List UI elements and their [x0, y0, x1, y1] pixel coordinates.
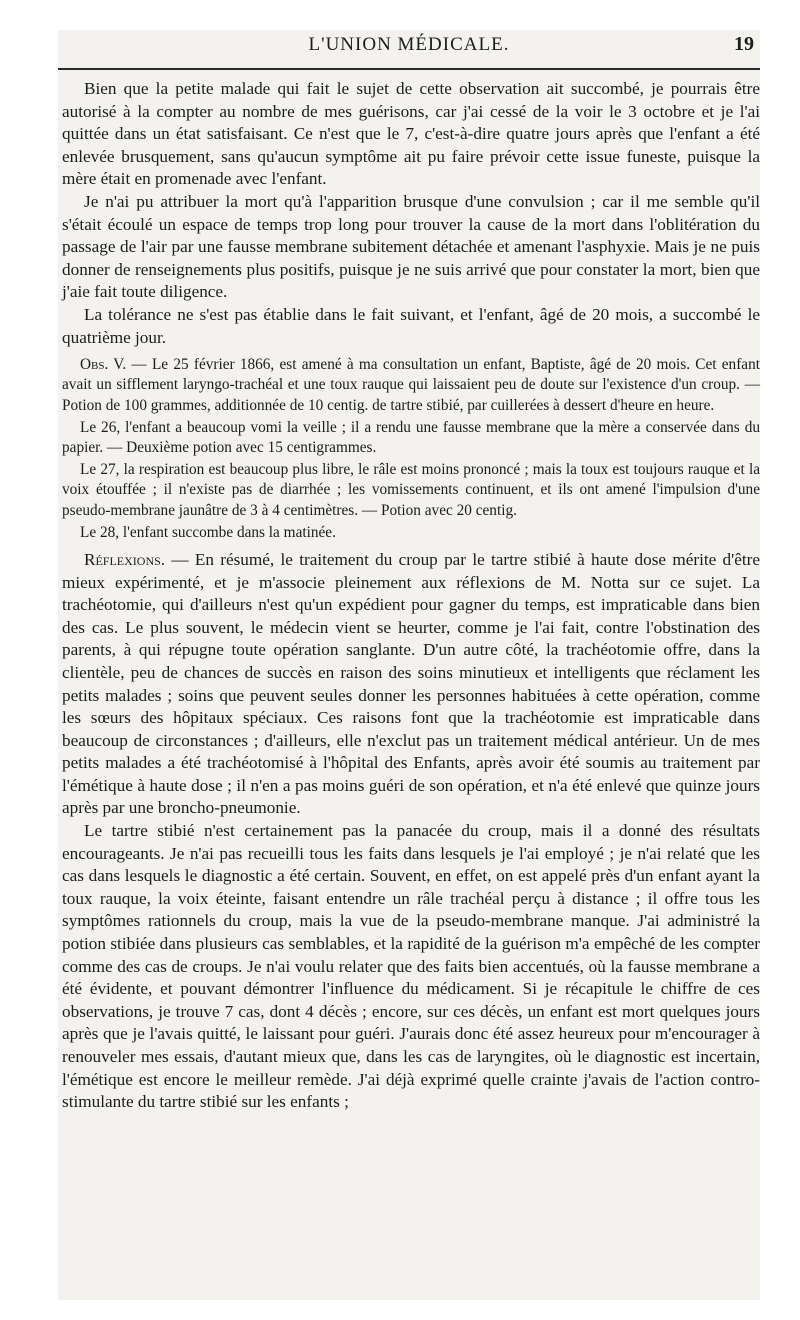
paragraph-convulsion: Je n'ai pu attribuer la mort qu'à l'apparition brusque d'une convulsion ; car il me semble qu'il s'était écoulé un espace de temps trop long pour trouver la cause de la mort dans l'oblitération du passage de l'air par une fausse membrane subitement détachée et amenant l'asphyxie. Mais je ne puis donner de renseignements plus positifs, puisque je ne suis arrivé que pour constater la mort, bien que j'aie fait toute diligence.	[62, 191, 760, 302]
observation-intro	[62, 355, 760, 416]
journal-title: L'UNION MÉDICALE.	[308, 34, 510, 55]
article-body	[62, 78, 760, 1114]
page-header	[58, 30, 760, 70]
observation-day28: Le 28, l'enfant succombe dans la matinée.	[80, 523, 336, 541]
reflexions-text: — En résumé, le traitement du croup par le tartre stibié à haute dose mérite d'être mieux expérimenté, et je m'associe pleinement aux réflexions de M. Notta sur ce sujet. La trachéotomie, qui d'ailleurs n'est qu'un expédient pour gagner du temps, est impraticable dans bien des cas. Le plus souvent, le médecin vient se heurter, comme je l'ai fait, contre l'obstination des parents, à qui répugne toute opération sanglante. D'un autre côté, la trachéotomie offre, dans la clientèle, peu de chances de succès en raison des soins minutieux et intelligents que réclament les petits malades ; soins que peuvent seules donner les personnes habituées à cette opération, comme les sœurs des hôpitaux spéciaux. Ces raisons font que la trachéotomie est impraticable dans beaucoup de circonstances ; d'ailleurs, elle n'exclut pas un traitement médical antérieur. Un de mes petits malades a été trachéotomisé à l'hôpital des Enfants, après avoir été soumis au traitement par l'émétique à haute dose ; il n'en a pas moins guéri de son opération, et n'a été enlevé que quinze jours après par une broncho-pneumonie.	[62, 549, 760, 818]
paragraph-tolerance: La tolérance ne s'est pas établie dans le fait suivant, et l'enfant, âgé de 20 mois, a succombé le quatrième jour.	[62, 304, 760, 347]
conclusion-paragraph: Le tartre stibié n'est certainement pas la panacée du croup, mais il a donné des résultats encourageants. Je n'ai pas recueilli tous les faits dans lesquels je l'ai employé ; je n'ai relaté que les cas dans lesquels le diagnostic a été certain. Souvent, en effet, on est appelé près d'un enfant ayant la toux rauque, la voix éteinte, faisant entendre un râle trachéal perçu à distance ; il offre tous les symptômes rationnels du croup, mais la vue de la pseudo-membrane manque. J'ai administré la potion stibiée dans plusieurs cas semblables, et la rapidité de la guérison m'a empêché de les compter comme des cas de croups. Je n'ai voulu relater que des faits bien accentués, où la fausse membrane a été évidente, et pouvant démontrer l'influence du médicament. Si je récapitule le chiffre de ces observations, je trouve 7 cas, dont 4 décès ; encore, sur ces décès, un enfant est mort quelques jours après que je l'avais quitté, le laissant pour guéri. J'aurais donc été assez heureux pour m'encourager à renouveler mes essais, d'autant mieux que, dans les cas de laryngites, où le diagnostic est incertain, l'émétique est encore le meilleur remède. J'ai déjà exprimé quelle crainte j'avais de l'action contro-stimulante du tartre stibié sur les enfants ;	[62, 821, 760, 1112]
observation-day27: Le 27, la respiration est beaucoup plus libre, le râle est moins prononcé ; mais la toux est toujours rauque et la voix étouffée ; il n'existe pas de diarrhée ; les vomissements continuent, et ils ont amené l'impulsion d'une pseudo-membrane jaunâtre de 3 à 4 centimètres. — Potion avec 20 centig.	[62, 461, 760, 519]
page-number: 19	[734, 33, 754, 55]
reflexions-paragraph	[62, 549, 760, 820]
observation-label: Obs. V.	[80, 356, 127, 374]
observation-intro-text: — Le 25 février 1866, est amené à ma consultation un enfant, Baptiste, âgé de 20 mois. Cet enfant avait un sifflement laryngo-trachéal et une toux rauque qui laissaient peu de doute sur l'existence d'un croup. — Potion de 100 grammes, additionnée de 10 centig. de tartre stibié, par cuillerées à dessert d'heure en heure.	[62, 356, 760, 414]
observation-day26: Le 26, l'enfant a beaucoup vomi la veille ; il a rendu une fausse membrane que la mère a conservée dans du papier. — Deuxième potion avec 15 centigrammes.	[62, 418, 760, 456]
paragraph-survival-note: Bien que la petite malade qui fait le sujet de cette observation ait succombé, je pourrais être autorisé à la compter au nombre de mes guérisons, car j'ai cessé de la voir le 3 octobre et je l'ai quittée dans un état satisfaisant. Ce n'est que le 7, c'est-à-dire quatre jours après que l'enfant a été enlevée brusquement, sans qu'aucun symptôme ait pu faire prévoir cette issue funeste, puisque la mère était en promenade avec l'enfant.	[62, 79, 760, 189]
document-page	[58, 30, 760, 1300]
reflexions-label: Réflexions.	[84, 549, 166, 569]
